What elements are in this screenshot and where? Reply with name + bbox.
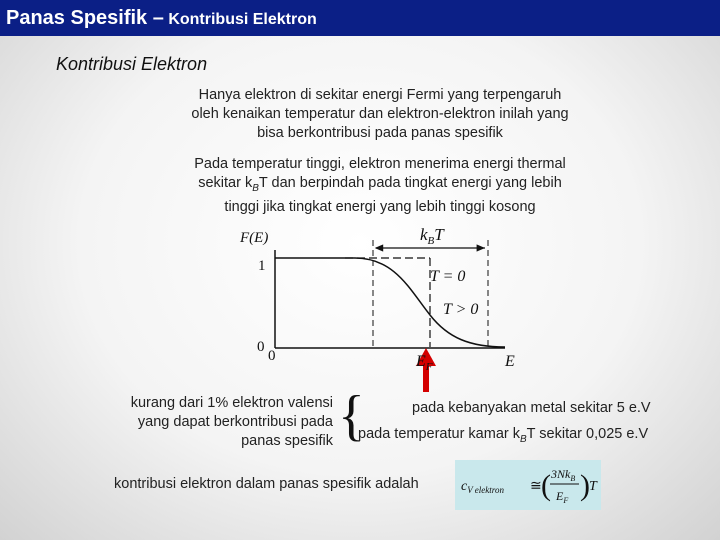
x-tick-0-label: 0 [268,348,276,364]
formula-numerator: $3Nk_B$ [551,467,576,483]
text-line: oleh kenaikan temperatur dan elektron-elektron inilah yang [191,106,569,122]
text-line: kurang dari 1% elektron valensi [130,395,333,411]
paren-right: ) [580,469,590,502]
formula-approx: ≅ [530,479,542,494]
formula-lhs: $c_{V elektron}$ [461,479,504,495]
formula-rhs: T [589,479,597,494]
series-t-positive-label: T > 0 [443,301,479,318]
curly-brace: { [338,385,365,447]
note-less-than-one-percent [100,394,333,451]
specific-heat-formula [455,460,601,510]
text-line: panas spesifik [241,433,333,449]
series-t-zero-label: T = 0 [430,268,466,285]
y-tick-1-label: 1 [258,258,266,274]
note-electron-contribution: kontribusi elektron dalam panas spesifik adalah [114,476,419,492]
formula-box [455,460,601,510]
kbt-label: $k_BT$ [420,225,444,247]
y-axis-label: F(E) [240,230,269,246]
fermi-energy-label: $E_F$ [416,353,433,373]
text-line: Hanya elektron di sekitar energi Fermi yang terpengaruh [198,87,562,103]
formula-denominator: $E_F$ [556,489,569,505]
y-tick-0-label: 0 [257,339,265,355]
text-line: yang dapat berkontribusi pada [137,414,333,430]
slide-title-sub: Kontribusi Elektron [163,11,317,28]
x-axis-label: E [505,353,515,370]
note-fermi-energy-metal: pada kebanyakan metal sekitar 5 e.V [412,400,651,416]
slide-title: Panas Spesifik – [6,7,164,29]
section-subtitle: Kontribusi Elektron [56,54,208,74]
text-line: tinggi jika tingkat energi yang lebih tinggi kosong [224,198,536,215]
text-line: bisa berkontribusi pada panas spesifik [257,125,503,141]
note-room-temperature-kbt: pada temperatur kamar $k_BT$ sekitar 0,025 e.V [358,426,649,445]
text-line: Pada temperatur tinggi, elektron menerima energi thermal [194,156,566,172]
paren-left: ( [541,469,551,502]
text-line: sekitar $k_BT$ dan berpindah pada tingkat energi yang lebih [198,175,562,194]
